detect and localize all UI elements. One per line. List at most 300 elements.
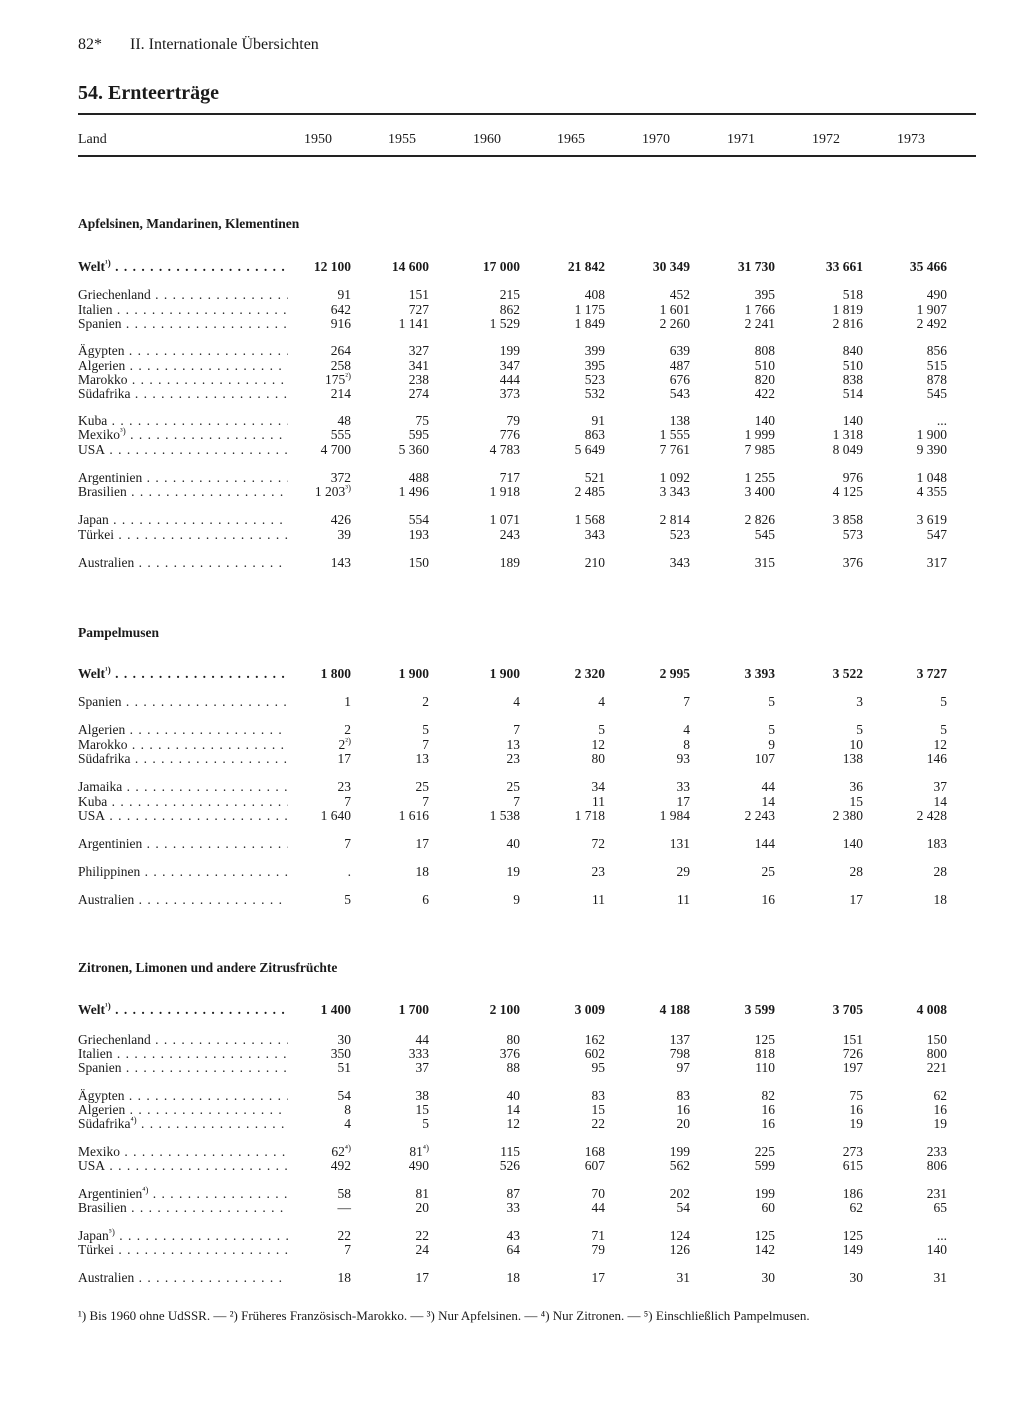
- table-cell: 11: [677, 892, 690, 907]
- row-label: Algerien . . .: [78, 358, 288, 373]
- table-cell: 183: [926, 836, 947, 851]
- footnotes: ¹) Bis 1960 ohne UdSSR. — ²) Früheres Französisch-Marokko. — ³) Nur Apfelsinen. — ⁴) Nur Zitronen. — ⁵) Einschließlich Pampelmusen.: [78, 1308, 810, 1323]
- table-cell: 91: [337, 287, 351, 302]
- table-cell: 510: [842, 358, 863, 373]
- table-cell: 93: [676, 751, 690, 766]
- table-cell: 20: [415, 1200, 429, 1215]
- row-label: Kuba . . .: [78, 413, 288, 428]
- section-title: Apfelsinen, Mandarinen, Klementinen: [78, 216, 300, 231]
- table-cell: 3 858: [832, 512, 863, 527]
- table-cell: 490: [408, 1158, 429, 1173]
- table-cell: 543: [669, 386, 690, 401]
- table-cell: 40: [506, 1088, 520, 1103]
- table-cell: $175^{^2)}$: [325, 371, 351, 387]
- running-head: [78, 36, 319, 54]
- table-row: [78, 302, 976, 317]
- table-cell: 523: [669, 527, 690, 542]
- table-cell: 1 496: [398, 484, 429, 499]
- table-cell: 20: [676, 1116, 690, 1131]
- table-cell: 7: [422, 794, 429, 809]
- table-cell: 8 049: [832, 442, 863, 457]
- table-cell: 7: [513, 794, 520, 809]
- table-cell: 17: [415, 836, 429, 851]
- table-row: [78, 1116, 976, 1131]
- table-cell: $62^{^4)}$: [331, 1143, 351, 1159]
- table-cell: 22: [415, 1228, 429, 1243]
- table-cell: 12 100: [313, 259, 351, 274]
- table-cell: 2 995: [659, 666, 690, 681]
- table-cell: 24: [415, 1242, 429, 1257]
- table-cell: $81^{^4)}$: [409, 1143, 429, 1159]
- table-cell: 2 826: [744, 512, 775, 527]
- table-cell: 12: [506, 1116, 520, 1131]
- table-row: [78, 1158, 976, 1173]
- table-cell: 4 188: [659, 1002, 690, 1017]
- table-cell: 315: [754, 555, 775, 570]
- table-cell: 12: [591, 737, 605, 752]
- table-cell: 5: [598, 722, 605, 737]
- table-cell: 5: [940, 694, 947, 709]
- row-label: USA . . .: [78, 808, 288, 823]
- table-cell: 399: [584, 343, 605, 358]
- table-cell: 125: [842, 1228, 863, 1243]
- table-cell: 3 522: [832, 666, 863, 681]
- table-cell: 3 400: [744, 484, 775, 499]
- table-cell: 9: [513, 892, 520, 907]
- row-label: USA . . .: [78, 1158, 288, 1173]
- table-cell: 14: [933, 794, 947, 809]
- table-cell: 488: [408, 470, 429, 485]
- table-cell: 2: [344, 722, 351, 737]
- table-cell: 554: [408, 512, 429, 527]
- table-cell: 515: [926, 358, 947, 373]
- table-cell: 317: [926, 555, 947, 570]
- table-cell: 3 009: [574, 1002, 605, 1017]
- table-row: [78, 470, 976, 485]
- table-cell: 642: [330, 302, 351, 317]
- table-cell: 2 380: [832, 808, 863, 823]
- row-label: Welt$^{^1)}$ . . .: [78, 1002, 288, 1019]
- table-cell: 13: [506, 737, 520, 752]
- table-row: [78, 413, 976, 428]
- table-row: [78, 358, 976, 373]
- table-cell: 18: [933, 892, 947, 907]
- table-cell: 521: [584, 470, 605, 485]
- table-cell: 808: [754, 343, 775, 358]
- table-cell: 487: [669, 358, 690, 373]
- row-label: Argentinien$^{^4)}$ . . .: [78, 1186, 288, 1203]
- table-cell: 4: [513, 694, 520, 709]
- table-cell: 138: [669, 413, 690, 428]
- table-cell: 490: [926, 287, 947, 302]
- table-cell: 143: [330, 555, 351, 570]
- table-cell: 82: [761, 1088, 775, 1103]
- table-cell: 22: [337, 1228, 351, 1243]
- table-cell: 798: [669, 1046, 690, 1061]
- table-cell: 2: [422, 694, 429, 709]
- table-cell: 573: [842, 527, 863, 542]
- table-cell: 7 761: [659, 442, 690, 457]
- table-cell: 151: [842, 1032, 863, 1047]
- column-header-1973: 1973: [897, 132, 925, 147]
- table-row: [78, 1144, 976, 1159]
- table-cell: 395: [754, 287, 775, 302]
- table-cell: 44: [591, 1200, 605, 1215]
- table-cell: 8: [683, 737, 690, 752]
- table-row: [78, 1032, 976, 1047]
- table-cell: 5: [768, 722, 775, 737]
- table-cell: 7: [683, 694, 690, 709]
- table-cell: 726: [842, 1046, 863, 1061]
- table-cell: 1 849: [574, 316, 605, 331]
- column-header-1965: 1965: [557, 132, 585, 147]
- table-cell: 31: [676, 1270, 690, 1285]
- table-cell: 44: [415, 1032, 429, 1047]
- table-cell: 62: [933, 1088, 947, 1103]
- table-cell: 137: [669, 1032, 690, 1047]
- table-cell: 3: [856, 694, 863, 709]
- chapter-title: II. Internationale Übersichten: [130, 36, 319, 53]
- table-cell: 1 071: [489, 512, 520, 527]
- table-row: [78, 287, 976, 302]
- table-cell: 80: [506, 1032, 520, 1047]
- row-label: Australien . . .: [78, 1270, 288, 1285]
- table-cell: 54: [676, 1200, 690, 1215]
- table-cell: 8: [344, 1102, 351, 1117]
- table-cell: 115: [500, 1144, 520, 1159]
- table-cell: 7: [344, 794, 351, 809]
- section-title: Pampelmusen: [78, 625, 159, 640]
- table-cell: 17: [676, 794, 690, 809]
- table-cell: 131: [669, 836, 690, 851]
- row-label: Ägypten . . .: [78, 343, 288, 358]
- table-cell: 1 766: [744, 302, 775, 317]
- table-cell: 146: [926, 751, 947, 766]
- table-cell: 1 800: [320, 666, 351, 681]
- table-cell: 1 $203^{^3)}$: [314, 483, 351, 499]
- table-cell: 162: [584, 1032, 605, 1047]
- table-row: [78, 512, 976, 527]
- row-label: Australien . . .: [78, 892, 288, 907]
- table-cell: ...: [936, 413, 947, 428]
- table-cell: 19: [849, 1116, 863, 1131]
- table-row: [78, 427, 976, 442]
- page-number: 82*: [78, 36, 102, 53]
- table-cell: 54: [337, 1088, 351, 1103]
- table-cell: 676: [669, 372, 690, 387]
- table-row: [78, 316, 976, 331]
- table-cell: 51: [337, 1060, 351, 1075]
- table-cell: 199: [499, 343, 520, 358]
- table-row: [78, 343, 976, 358]
- table-cell: 214: [330, 386, 351, 401]
- table-cell: 29: [676, 864, 690, 879]
- table-cell: 97: [676, 1060, 690, 1075]
- table-cell: 65: [933, 1200, 947, 1215]
- table-cell: 639: [669, 343, 690, 358]
- table-cell: 273: [842, 1144, 863, 1159]
- table-row: [78, 808, 976, 823]
- table-cell: 38: [415, 1088, 429, 1103]
- table-cell: 23: [506, 751, 520, 766]
- row-label: Japan$^{^5)}$ . . .: [78, 1228, 288, 1245]
- table-cell: 126: [669, 1242, 690, 1257]
- table-cell: 856: [926, 343, 947, 358]
- table-cell: 11: [592, 892, 605, 907]
- table-cell: 186: [842, 1186, 863, 1201]
- table-cell: 4 355: [916, 484, 947, 499]
- table-cell: 1 718: [574, 808, 605, 823]
- table-cell: 36: [849, 779, 863, 794]
- table-cell: 233: [926, 1144, 947, 1159]
- table-cell: 7: [344, 1242, 351, 1257]
- table-row: [78, 751, 976, 766]
- table-cell: 1 529: [489, 316, 520, 331]
- table-row: [78, 372, 976, 387]
- table-cell: 215: [499, 287, 520, 302]
- table-cell: 4 125: [832, 484, 863, 499]
- table-cell: 4: [683, 722, 690, 737]
- row-label: Argentinien . . .: [78, 470, 288, 485]
- table-cell: 2 816: [832, 316, 863, 331]
- table-cell: 14 600: [391, 259, 429, 274]
- column-header-land: Land: [78, 132, 107, 147]
- row-label: Kuba . . .: [78, 794, 288, 809]
- table-row: [78, 259, 976, 274]
- table-cell: 88: [506, 1060, 520, 1075]
- table-row: [78, 836, 976, 851]
- table-cell: 343: [584, 527, 605, 542]
- row-label: Brasilien . . .: [78, 484, 288, 499]
- table-cell: 264: [330, 343, 351, 358]
- table-cell: 4 783: [489, 442, 520, 457]
- table-cell: 615: [842, 1158, 863, 1173]
- table-cell: 395: [584, 358, 605, 373]
- table-cell: 820: [754, 372, 775, 387]
- table-row: [78, 1060, 976, 1075]
- table-cell: 426: [330, 512, 351, 527]
- table-cell: 25: [506, 779, 520, 794]
- table-cell: 599: [754, 1158, 775, 1173]
- table-cell: .: [347, 864, 351, 879]
- row-label: Algerien . . .: [78, 1102, 288, 1117]
- row-label: Italien . . .: [78, 1046, 288, 1061]
- table-cell: 1 555: [659, 427, 690, 442]
- table-cell: 9: [768, 737, 775, 752]
- section-title: Zitronen, Limonen und andere Zitrusfrüchte: [78, 960, 338, 975]
- row-label: Japan . . .: [78, 512, 288, 527]
- column-header-1970: 1970: [642, 132, 670, 147]
- table-cell: 1 900: [398, 666, 429, 681]
- table-cell: 526: [499, 1158, 520, 1173]
- table-cell: 1 907: [916, 302, 947, 317]
- row-label: Jamaika . . .: [78, 779, 288, 794]
- table-cell: 11: [592, 794, 605, 809]
- table-cell: 444: [499, 372, 520, 387]
- table-cell: 231: [926, 1186, 947, 1201]
- table-cell: 210: [584, 555, 605, 570]
- table-cell: 80: [591, 751, 605, 766]
- table-cell: 30: [761, 1270, 775, 1285]
- table-cell: 1 400: [320, 1002, 351, 1017]
- table-row: [78, 1270, 976, 1285]
- row-label: Algerien . . .: [78, 722, 288, 737]
- table-cell: 6: [422, 892, 429, 907]
- column-header-1960: 1960: [473, 132, 501, 147]
- table-cell: 140: [754, 413, 775, 428]
- table-cell: 75: [849, 1088, 863, 1103]
- table-cell: 48: [337, 413, 351, 428]
- table-cell: 140: [926, 1242, 947, 1257]
- table-cell: 202: [669, 1186, 690, 1201]
- table-cell: 5 649: [574, 442, 605, 457]
- table-cell: 79: [506, 413, 520, 428]
- table-cell: 150: [926, 1032, 947, 1047]
- table-cell: 2 241: [744, 316, 775, 331]
- table-cell: 22: [591, 1116, 605, 1131]
- table-cell: 15: [591, 1102, 605, 1117]
- table-cell: 818: [754, 1046, 775, 1061]
- table-cell: 976: [842, 470, 863, 485]
- table-cell: 17: [591, 1270, 605, 1285]
- table-cell: 17: [337, 751, 351, 766]
- table-cell: 40: [506, 836, 520, 851]
- table-cell: 37: [933, 779, 947, 794]
- table-cell: 7: [422, 737, 429, 752]
- table-cell: 199: [669, 1144, 690, 1159]
- table-cell: $2^{^2)}$: [338, 736, 351, 752]
- table-cell: 840: [842, 343, 863, 358]
- table-cell: 17: [849, 892, 863, 907]
- table-cell: 258: [330, 358, 351, 373]
- table-cell: 87: [506, 1186, 520, 1201]
- table-cell: 862: [499, 302, 520, 317]
- table-row: [78, 527, 976, 542]
- table-cell: 3 343: [659, 484, 690, 499]
- table-cell: 23: [591, 864, 605, 879]
- table-cell: 545: [926, 386, 947, 401]
- table-cell: 15: [415, 1102, 429, 1117]
- table-cell: 2 260: [659, 316, 690, 331]
- row-label: Argentinien . . .: [78, 836, 288, 851]
- table-cell: 30 349: [652, 259, 690, 274]
- table-cell: 83: [676, 1088, 690, 1103]
- table-cell: 15: [849, 794, 863, 809]
- table-cell: 562: [669, 1158, 690, 1173]
- table-row: [78, 1102, 976, 1117]
- table-cell: 168: [584, 1144, 605, 1159]
- table-cell: 33: [506, 1200, 520, 1215]
- table-cell: 58: [337, 1186, 351, 1201]
- table-row: [78, 1186, 976, 1201]
- table-cell: 878: [926, 372, 947, 387]
- table-cell: 776: [499, 427, 520, 442]
- table-cell: 21 842: [567, 259, 605, 274]
- table-cell: 81: [415, 1186, 429, 1201]
- table-cell: 4 700: [320, 442, 351, 457]
- table-cell: 1 900: [916, 427, 947, 442]
- table-cell: 140: [842, 836, 863, 851]
- row-label: Welt$^{^1)}$ . . .: [78, 666, 288, 683]
- table-cell: 1 984: [659, 808, 690, 823]
- table-cell: 70: [591, 1186, 605, 1201]
- table-cell: 2 492: [916, 316, 947, 331]
- table-cell: 18: [415, 864, 429, 879]
- row-label: USA . . .: [78, 442, 288, 457]
- table-cell: 555: [330, 427, 351, 442]
- table-cell: 75: [415, 413, 429, 428]
- row-label: Türkei . . .: [78, 527, 288, 542]
- table-cell: 16: [849, 1102, 863, 1117]
- table-cell: 124: [669, 1228, 690, 1243]
- table-cell: 17 000: [482, 259, 520, 274]
- table-cell: 43: [506, 1228, 520, 1243]
- table-cell: 595: [408, 427, 429, 442]
- table-cell: 140: [842, 413, 863, 428]
- table-cell: 607: [584, 1158, 605, 1173]
- table-cell: 1 999: [744, 427, 775, 442]
- row-label: Griechenland . . .: [78, 287, 288, 302]
- table-cell: 189: [499, 555, 520, 570]
- table-cell: ...: [936, 1228, 947, 1243]
- table-row: [78, 1046, 976, 1061]
- row-label: Spanien . . .: [78, 1060, 288, 1075]
- table-cell: 151: [408, 287, 429, 302]
- table-cell: 72: [591, 836, 605, 851]
- table-row: [78, 555, 976, 570]
- table-cell: 514: [842, 386, 863, 401]
- table-row: [78, 386, 976, 401]
- table-cell: 9 390: [916, 442, 947, 457]
- table-cell: —: [337, 1200, 351, 1215]
- table-cell: 2 485: [574, 484, 605, 499]
- table-cell: 1 175: [574, 302, 605, 317]
- table-row: [78, 484, 976, 499]
- table-cell: 28: [933, 864, 947, 879]
- table-cell: 343: [669, 555, 690, 570]
- table-cell: 7: [513, 722, 520, 737]
- table-cell: 341: [408, 358, 429, 373]
- table-cell: 2 320: [574, 666, 605, 681]
- table-cell: 806: [926, 1158, 947, 1173]
- table-cell: 1 568: [574, 512, 605, 527]
- table-cell: 717: [499, 470, 520, 485]
- row-label: Südafrika$^{^4)}$ . . .: [78, 1116, 288, 1133]
- table-cell: 16: [933, 1102, 947, 1117]
- table-cell: 64: [506, 1242, 520, 1257]
- table-cell: 5: [422, 1116, 429, 1131]
- table-cell: 125: [754, 1228, 775, 1243]
- table-row: [78, 1242, 976, 1257]
- table-cell: 1 255: [744, 470, 775, 485]
- table-cell: 333: [408, 1046, 429, 1061]
- row-label: Mexiko . . .: [78, 1144, 288, 1159]
- table-cell: 7: [344, 836, 351, 851]
- table-row: [78, 1200, 976, 1215]
- table-cell: 14: [506, 1102, 520, 1117]
- table-row: [78, 666, 976, 681]
- table-cell: 16: [761, 892, 775, 907]
- row-label: Ägypten . . .: [78, 1088, 288, 1103]
- table-cell: 916: [330, 316, 351, 331]
- table-cell: 34: [591, 779, 605, 794]
- table-cell: 4 008: [916, 1002, 947, 1017]
- table-cell: 238: [408, 372, 429, 387]
- table-cell: 408: [584, 287, 605, 302]
- table-cell: 39: [337, 527, 351, 542]
- table-cell: 31 730: [737, 259, 775, 274]
- table-cell: 31: [933, 1270, 947, 1285]
